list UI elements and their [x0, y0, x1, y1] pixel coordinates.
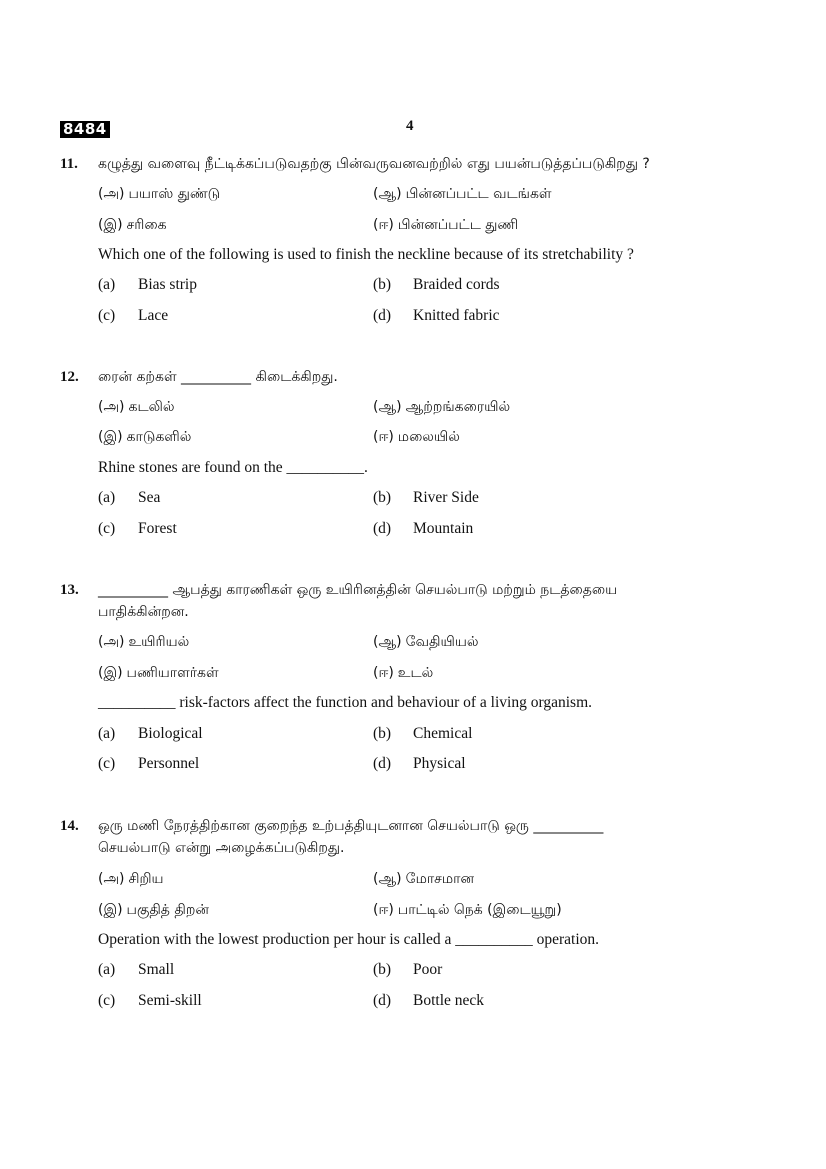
option-text: Forest — [138, 520, 177, 537]
english-option-b — [373, 488, 479, 508]
option-text: Braided cords — [413, 276, 500, 293]
tamil-question-text: ஒரு மணி நேரத்திற்கான குறைந்த உற்பத்தியுடனான செயல்பாடு ஒரு __________ — [98, 818, 604, 834]
english-question-text: Which one of the following is used to finish the neckline because of its stretchability ? — [98, 246, 634, 263]
option-label: (இ) — [98, 429, 123, 445]
english-option-d — [373, 519, 473, 539]
option-text: பகுதித் திறன் — [126, 902, 209, 918]
option-label: (d) — [373, 307, 392, 324]
english-option-a — [98, 960, 174, 980]
tamil-option-c — [98, 663, 219, 683]
option-label: (b) — [373, 725, 392, 742]
option-text: சரிகை — [126, 217, 167, 233]
tamil-option-b — [373, 184, 552, 204]
english-option-c — [98, 519, 177, 539]
option-text: Sea — [138, 489, 161, 506]
option-label: (d) — [373, 992, 392, 1009]
tamil-option-c — [98, 900, 209, 920]
option-text: Small — [138, 961, 175, 978]
option-label: (ஆ) — [373, 399, 402, 415]
tamil-option-d — [373, 427, 460, 447]
english-option-b — [373, 275, 500, 295]
option-text: Chemical — [413, 725, 473, 742]
tamil-option-a — [98, 184, 220, 204]
option-text: பயாஸ் துண்டு — [128, 186, 221, 202]
tamil-option-a — [98, 869, 164, 889]
option-text: மோசமான — [405, 871, 475, 887]
option-label: (b) — [373, 276, 392, 293]
option-label: (அ) — [98, 399, 125, 415]
option-text: ஆற்றங்கரையில் — [405, 399, 511, 415]
question-number: 11. — [60, 156, 78, 172]
option-label: (a) — [98, 961, 116, 978]
option-text: காடுகளில் — [126, 429, 192, 445]
option-text: வேதியியல் — [405, 634, 479, 650]
option-text: River Side — [413, 489, 479, 506]
option-text: Mountain — [413, 520, 474, 537]
option-label: (இ) — [98, 217, 123, 233]
english-question-text: Operation with the lowest production per hour is called a __________ operation. — [98, 931, 600, 948]
question-number: 13. — [60, 582, 79, 598]
option-text: உடல் — [397, 665, 434, 681]
tamil-question-text: கழுத்து வளைவு நீட்டிக்கப்படுவதற்கு பின்வருவனவற்றில் எது பயன்படுத்தப்படுகிறது ? — [98, 156, 650, 172]
tamil-option-b — [373, 632, 478, 652]
option-label: (a) — [98, 489, 116, 506]
tamil-question-text: __________ ஆபத்து காரணிகள் ஒரு உயிரினத்தின் செயல்பாடு மற்றும் நடத்தையை — [98, 582, 618, 598]
option-label: (a) — [98, 276, 116, 293]
option-text: பாட்டில் நெக் (இடையூறு) — [397, 902, 562, 918]
tamil-option-c — [98, 427, 191, 447]
option-text: பணியாளர்கள் — [126, 665, 219, 681]
option-label: (ஈ) — [373, 429, 394, 445]
english-option-d — [373, 754, 466, 774]
option-label: (ஈ) — [373, 217, 394, 233]
option-text: Personnel — [138, 755, 200, 772]
option-text: Lace — [138, 307, 169, 324]
english-option-c — [98, 306, 168, 326]
tamil-option-a — [98, 632, 189, 652]
option-text: Knitted fabric — [413, 307, 500, 324]
option-label: (c) — [98, 307, 116, 324]
option-text: பின்னப்பட்ட துணி — [397, 217, 519, 233]
option-label: (இ) — [98, 902, 123, 918]
english-option-c — [98, 991, 202, 1011]
option-text: Bottle neck — [413, 992, 485, 1009]
english-option-a — [98, 724, 203, 744]
english-option-b — [373, 960, 442, 980]
option-label: (b) — [373, 489, 392, 506]
option-label: (c) — [98, 520, 116, 537]
option-text: சிறிய — [128, 871, 164, 887]
option-text: Bias strip — [138, 276, 197, 293]
tamil-question-text: ரைன் கற்கள் __________ கிடைக்கிறது. — [98, 369, 338, 385]
english-question-text: __________ risk-factors affect the function and behaviour of a living organism. — [98, 694, 593, 711]
option-text: Physical — [413, 755, 466, 772]
tamil-option-b — [373, 869, 474, 889]
option-label: (அ) — [98, 634, 125, 650]
tamil-option-d — [373, 663, 433, 683]
page-number: 4 — [406, 118, 414, 134]
english-option-c — [98, 754, 199, 774]
option-label: (d) — [373, 755, 392, 772]
option-label: (a) — [98, 725, 116, 742]
option-label: (ஈ) — [373, 902, 394, 918]
tamil-option-a — [98, 397, 174, 417]
option-label: (ஈ) — [373, 665, 394, 681]
option-label: (b) — [373, 961, 392, 978]
option-label: (இ) — [98, 665, 123, 681]
option-text: Biological — [138, 725, 203, 742]
english-question-text: Rhine stones are found on the __________. — [98, 459, 368, 476]
option-label: (அ) — [98, 186, 125, 202]
english-option-a — [98, 488, 160, 508]
tamil-question-text-cont: செயல்பாடு என்று அழைக்கப்படுகிறது. — [98, 840, 345, 856]
option-text: கடலில் — [128, 399, 175, 415]
english-option-d — [373, 991, 484, 1011]
option-label: (c) — [98, 755, 116, 772]
tamil-question-text-cont: பாதிக்கின்றன. — [98, 604, 189, 620]
tamil-option-c — [98, 215, 167, 235]
option-text: பின்னப்பட்ட வடங்கள் — [405, 186, 552, 202]
tamil-option-b — [373, 397, 510, 417]
english-option-b — [373, 724, 472, 744]
option-text: Poor — [413, 961, 443, 978]
option-label: (c) — [98, 992, 116, 1009]
question-number: 14. — [60, 818, 79, 834]
option-label: (ஆ) — [373, 634, 402, 650]
paper-code-badge: 8484 — [60, 121, 110, 138]
option-text: மலையில் — [397, 429, 460, 445]
english-option-d — [373, 306, 500, 326]
english-option-a — [98, 275, 197, 295]
option-text: உயிரியல் — [128, 634, 190, 650]
option-label: (அ) — [98, 871, 125, 887]
option-label: (ஆ) — [373, 186, 402, 202]
tamil-option-d — [373, 900, 562, 920]
question-number: 12. — [60, 369, 79, 385]
tamil-option-d — [373, 215, 518, 235]
option-label: (d) — [373, 520, 392, 537]
option-text: Semi-skill — [138, 992, 202, 1009]
option-label: (ஆ) — [373, 871, 402, 887]
